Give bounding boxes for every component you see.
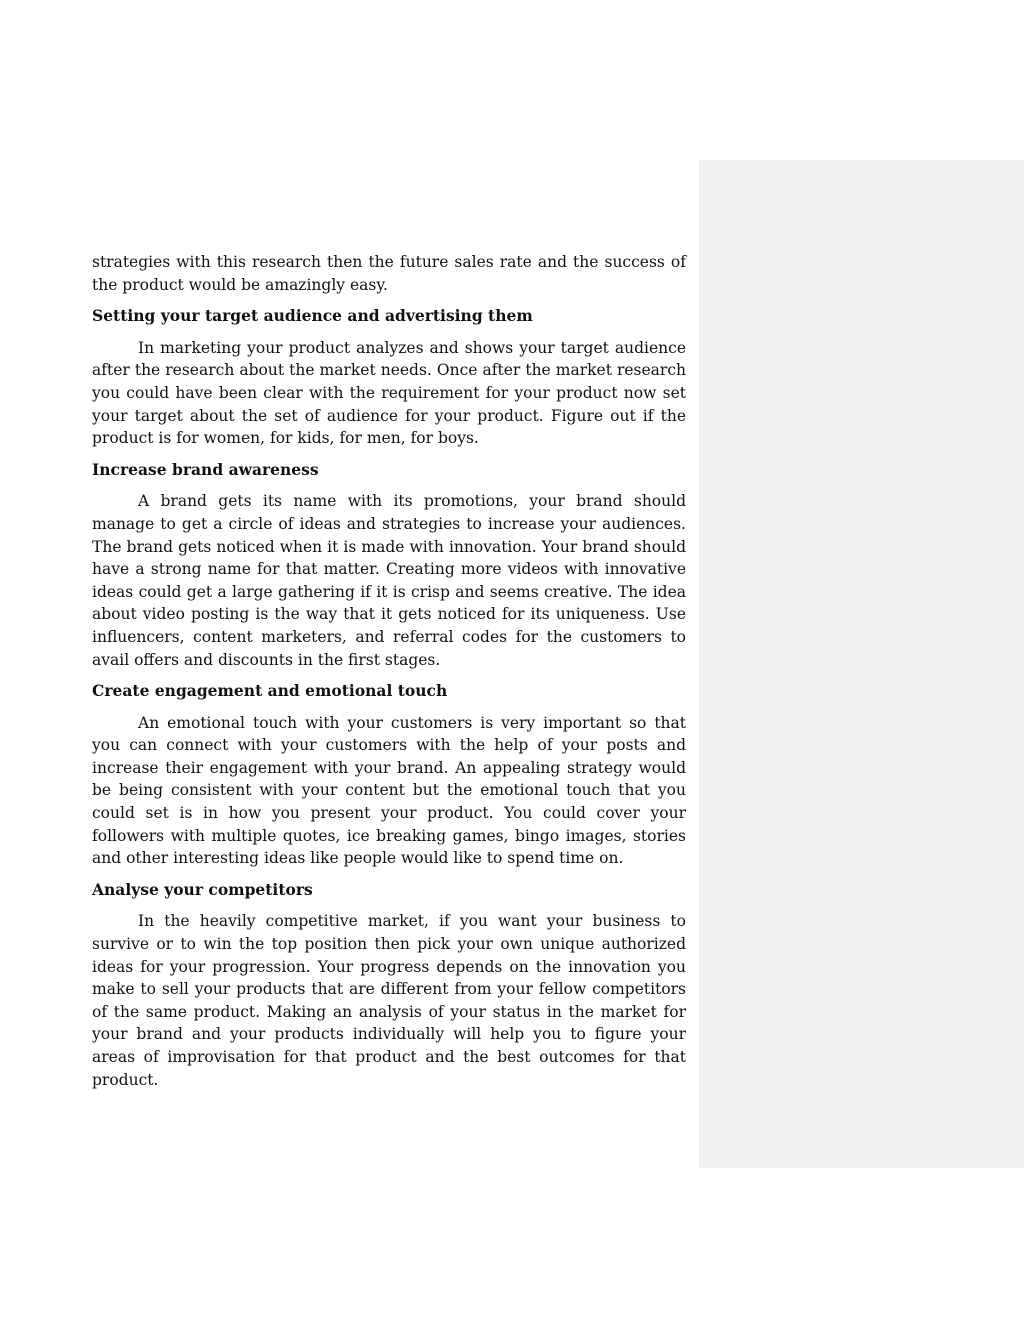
paragraph-competitors: In the heavily competitive market, if you want your business to survive or to win the top position then pick your own unique authorized ideas for your progression. Your progress depends on the innovation you make to sell your products that are different from your fellow competitors of the same product. Making an analysis of your status in the market for your brand and your products individually will help you to figure your areas of improvisation for that product and the best outcomes for that product. (92, 912, 686, 1089)
section-heading-engagement: Create engagement and emotional touch (92, 681, 448, 701)
paragraph-brand-awareness: A brand gets its name with its promotions, your brand should manage to get a circle of ideas and strategies to increase your audiences. The brand gets noticed when it is made with innovation. Your brand should have a strong name for that matter. Creating more videos with innovative ideas could get a large gathering if it is crisp and seems creative. The idea about video posting is the way that it gets noticed for its uniqueness. Use influencers, content marketers, and referral codes for the customers to avail offers and discounts in the first stages. (92, 492, 686, 669)
comment-pane (699, 160, 1024, 1168)
section-heading-brand-awareness: Increase brand awareness (92, 459, 319, 479)
paragraph-target-audience: In marketing your product analyzes and shows your target audience after the research about the market needs. Once after the market research you could have been clear with the requirement for your product now set your target about the set of audience for your product. Figure out if the product is for women, for kids, for men, for boys. (92, 338, 686, 448)
paragraph-continued: strategies with this research then the future sales rate and the success of the product would be amazingly easy. (92, 253, 686, 294)
paragraph-engagement: An emotional touch with your customers is very important so that you can connect with your customers with the help of your posts and increase their engagement with your brand. An appealing strategy would be being consistent with your content but the emotional touch that you could set is in how you present your product. You could cover your followers with multiple quotes, ice breaking games, bingo images, stories and other interesting ideas like people would like to spend time on. (92, 713, 686, 868)
document-body (92, 251, 686, 1100)
section-heading-target-audience: Setting your target audience and advertising them (92, 306, 533, 326)
section-heading-competitors: Analyse your competitors (92, 879, 313, 899)
